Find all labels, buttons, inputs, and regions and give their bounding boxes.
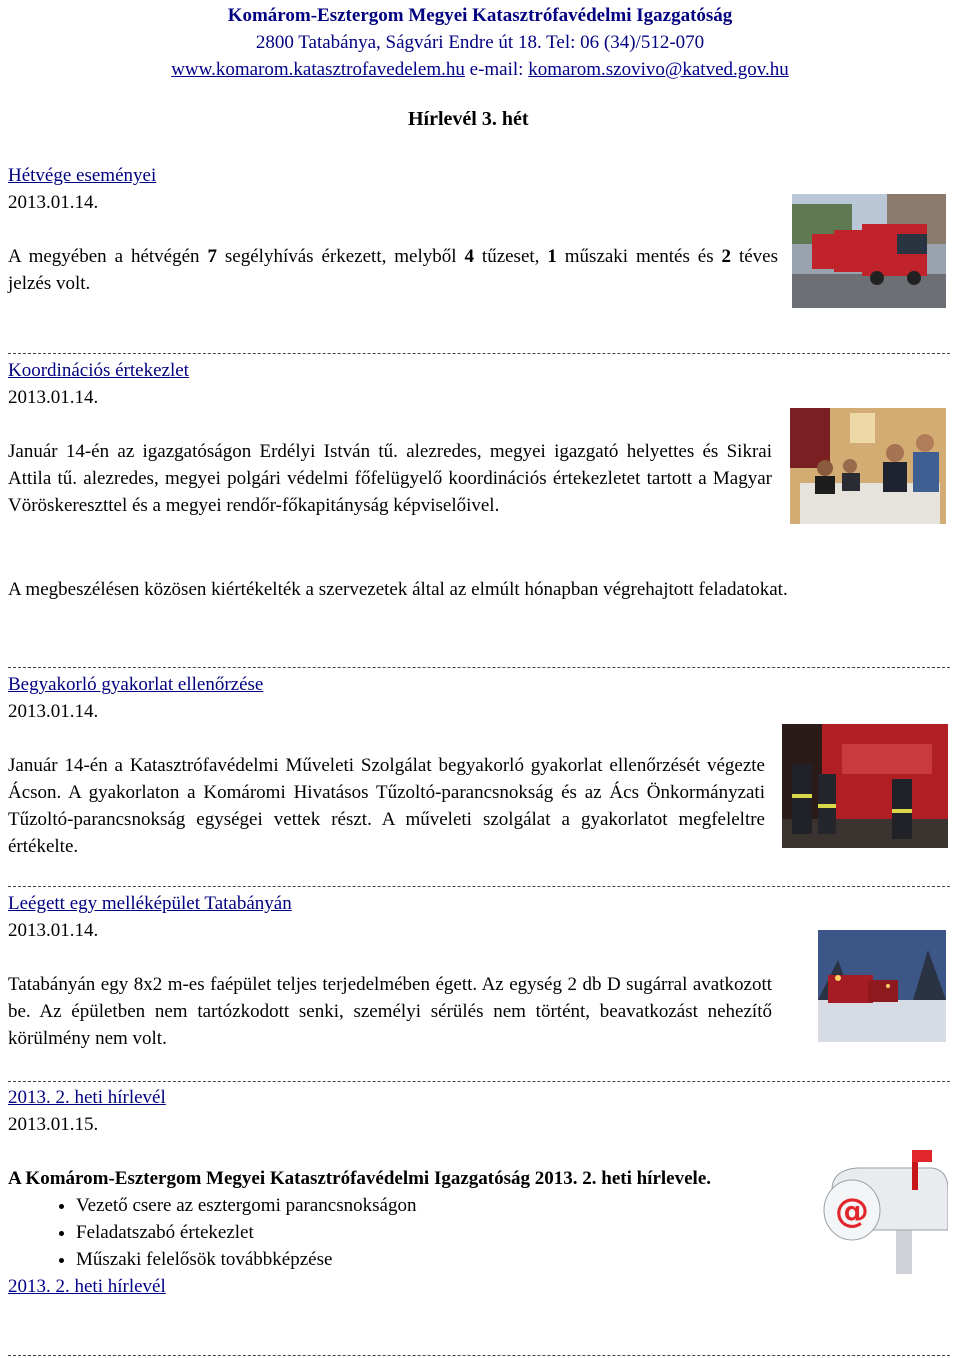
section-date: 2013.01.14.	[8, 920, 99, 941]
section-text: Január 14-én a Katasztrófavédelmi Műveleti Szolgálat begyakorló gyakorlat ellenőrzését végezte Ácson. A gyakorlaton a Komáromi Hivatásos Tűzoltó-parancsnokság és az Ács Önkormányzati Tűzoltó-parancsnokság egységei vettek részt. A műveleti szolgálat a gyakorlatot megfeleltre értékelte.	[8, 755, 765, 857]
drill-photo	[782, 724, 948, 848]
list-item: • Feladatszabó értekezlet	[76, 1219, 786, 1246]
newsletter-heading-link[interactable]: 2013. 2. heti hírlevél	[8, 1087, 166, 1108]
section-bold-text: A Komárom-Esztergom Megyei Katasztrófavédelmi Igazgatóság 2013. 2. heti hírlevele.	[8, 1168, 711, 1189]
fire-scene-photo	[818, 930, 946, 1042]
section-coordination-meeting	[8, 357, 772, 519]
page-header	[0, 2, 960, 83]
section-coordination-meeting-cont	[8, 576, 948, 603]
section-building-fire	[8, 890, 772, 1052]
fire-trucks-photo	[792, 194, 946, 308]
section-text: Január 14-én az igazgatóságon Erdélyi István tű. alezredes, megyei igazgató helyettes és Sikrai Attila tű. alezredes, megyei polgári védelmi főfelügyelő koordinációs értekezletet tartott a Magyar Vöröskereszttel és a megyei rendőr-főkapitányság képviselőivel.	[8, 441, 772, 516]
contact-line	[0, 56, 960, 83]
newsletter-items	[8, 1192, 786, 1273]
section-date: 2013.01.14.	[8, 192, 99, 213]
org-name: Komárom-Esztergom Megyei Katasztrófavédelmi Igazgatóság	[227, 5, 733, 26]
website-link[interactable]: www.komarom.katasztrofavedelem.hu	[171, 59, 465, 80]
section-date: 2013.01.14.	[8, 701, 99, 722]
divider	[8, 1081, 950, 1082]
list-item: • Vezető csere az esztergomi parancsnokságon	[76, 1192, 786, 1219]
newsletter-link[interactable]: 2013. 2. heti hírlevél	[8, 1276, 166, 1297]
mailbox-illustration	[812, 1150, 948, 1274]
section-date: 2013.01.15.	[8, 1114, 99, 1135]
section-text: A megyében a hétvégén 7 segélyhívás érkezett, melyből 4 tűzeset, 1 műszaki mentés és 2 téves jelzés volt.	[8, 246, 778, 294]
divider	[8, 1355, 950, 1356]
meeting-photo	[790, 408, 946, 524]
divider	[8, 667, 950, 668]
svg-text:@: @	[835, 1191, 869, 1231]
section-heading: Hétvége eseményei	[8, 165, 157, 186]
divider	[8, 353, 950, 354]
divider	[8, 886, 950, 887]
section-previous-newsletter	[8, 1084, 786, 1300]
section-text: A megbeszélésen közösen kiértékelték a szervezetek által az elmúlt hónapban végrehajtott feladatokat.	[8, 579, 788, 600]
section-heading: Leégett egy melléképület Tatabányán	[8, 893, 292, 914]
list-item: • Műszaki felelősök továbbképzése	[76, 1246, 786, 1273]
email-label: e-mail:	[464, 59, 529, 80]
email-link[interactable]: komarom.szovivo@katved.gov.hu	[528, 59, 789, 80]
section-heading: Koordinációs értekezlet	[8, 360, 189, 381]
org-address: 2800 Tatabánya, Ságvári Endre út 18. Tel: 06 (34)/512-070	[255, 32, 705, 53]
section-date: 2013.01.14.	[8, 387, 99, 408]
section-drill-inspection	[8, 671, 765, 860]
section-text: Tatabányán egy 8x2 m-es faépület teljes terjedelmében égett. Az egység 2 db D sugárral avatkozott be. Az épületben nem tartózkodott senki, személyi sérülés nem történt, beavatkozást nehezítő körülmény nem volt.	[8, 974, 772, 1049]
section-heading: Begyakorló gyakorlat ellenőrzése	[8, 674, 264, 695]
section-weekend-events	[8, 162, 778, 297]
newsletter-title: Hírlevél 3. hét	[408, 108, 529, 130]
